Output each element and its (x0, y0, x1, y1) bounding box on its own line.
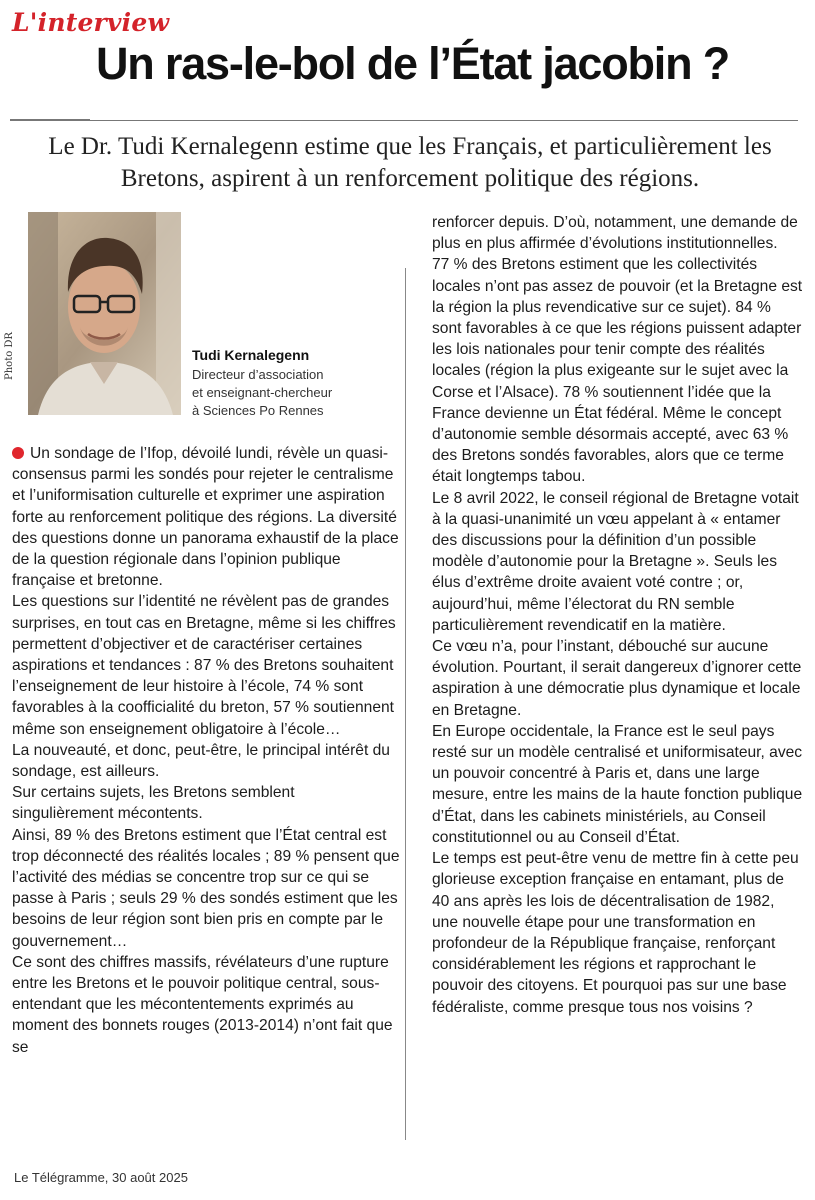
caption-role-line: Directeur d’association (192, 367, 324, 382)
article-column-right (432, 212, 804, 1018)
caption-role (192, 366, 362, 420)
column-divider (405, 268, 406, 1140)
section-kicker: L'interview (12, 8, 170, 37)
article-paragraph: Les questions sur l’identité ne révèlent pas de grandes surprises, en tout cas en Bretagne, même si les chiffres permettent d’objectiver et de caractériser certaines aspirations et tendances : 87 % des Bretons souhaitent l’enseignement de leur histoire à l’école, 74 % sont favorables à la coofficialité du breton, 57 % soutiennent même son enseignement obligatoire à l’école… (12, 593, 396, 738)
article-paragraph: En Europe occidentale, la France est le seul pays resté sur un modèle centralisé et uniformisateur, avec un pouvoir concentré à Paris et, dans une large mesure, entre les mains de la haute fonction publique d’État, dans les cabinets ministériels, au Conseil constitutionnel ou au Conseil d’État. (432, 722, 803, 846)
article-paragraph: renforcer depuis. D’où, notamment, une demande de plus en plus affirmée d’évolutions institutionnelles. (432, 214, 798, 253)
article-paragraph: La nouveauté, et donc, peut-être, le principal intérêt du sondage, est ailleurs. (12, 741, 390, 781)
caption-role-line: à Sciences Po Rennes (192, 403, 324, 418)
caption-name: Tudi Kernalegenn (192, 347, 310, 363)
caption-role-line: et enseignant-chercheur (192, 385, 333, 400)
article-paragraph: 77 % des Bretons estiment que les collectivités locales n’ont pas assez de pouvoir (et la Bretagne est la région la plus revendicative sur ce sujet). 84 % sont favorables à ce que les régions puissent adapter les lois nationales pour tenir compte des réalités locales (région la plus exigeante sur le sujet avec la Corse et l’Alsace). 78 % soutiennent l’idée que la France devienne un État fédéral. Même le concept d’autonomie semble désormais accepté, avec 63 % des Bretons sondés favorables, alors que ce terme était longtemps tabou. (432, 256, 803, 486)
article-paragraph: Ce vœu n’a, pour l’instant, débouché sur aucune évolution. Pourtant, il serait dangereux d’ignorer cette aspiration à une démocratie plus dynamique et locale en Bretagne. (432, 638, 802, 719)
article-paragraph: Un sondage de l’Ifop, dévoilé lundi, révèle un quasi-consensus parmi les sondés pour rejeter le centralisme et l’uniformisation culturelle et exprimer une aspiration forte au renforcement politique des régions. La diversité des questions donne un panorama exhaustif de la place de la question régionale dans l’opinion publique française et bretonne. (12, 445, 399, 590)
photo-credit: Photo DR (4, 332, 15, 380)
portrait-photo (28, 212, 181, 415)
header-divider (10, 120, 798, 121)
article-paragraph: Le 8 avril 2022, le conseil régional de Bretagne votait à la quasi-unanimité un vœu appelant à « entamer des discussions pour la définition d’un possible modèle d’autonomie pour la Bretagne ». Seuls les élus d’extrême droite avaient voté contre ; or, aujourd’hui, même l’électorat du RN semble particulièrement revendicatif en la matière. (432, 489, 799, 634)
portrait-image (28, 212, 181, 415)
article-paragraph: Le temps est peut-être venu de mettre fin à cette peu glorieuse exception française en entamant, plus de 40 ans après les lois de décentralisation de 1982, une nouvelle étape pour une transformation en profondeur de la République française, renforçant considérablement les régions et rapprochant le pouvoir des citoyens. Et pourquoi pas sur une base fédéraliste, comme presque tous nos voisins ? (432, 850, 799, 1016)
source-footer: Le Télégramme, 30 août 2025 (14, 1170, 188, 1185)
page-title: Un ras-le-bol de l’État jacobin ? (96, 38, 729, 89)
article-paragraph: Ainsi, 89 % des Bretons estiment que l’État central est trop déconnecté des réalités locales ; 89 % pensent que l’activité des médias se concentre trop sur ce qui se passe à Paris ; seuls 29 % des sondés estiment que les besoins de leur région sont bien pris en compte par le gouvernement… (12, 826, 400, 950)
article-paragraph: Ce sont des chiffres massifs, révélateurs d’une rupture entre les Bretons et le pouvoir politique central, sous-entendant que les mécontentements exprimés au moment des bonnets rouges (2013-2014) n’ont fait que se (12, 953, 393, 1056)
red-bullet-icon (12, 447, 24, 459)
article-lead: Le Dr. Tudi Kernalegenn estime que les Français, et particulièrement les Bretons, aspirent à un renforcement politique des régions. (48, 133, 772, 192)
article-paragraph: Sur certains sujets, les Bretons semblent singulièrement mécontents. (12, 784, 295, 823)
article-column-left (12, 443, 400, 1058)
